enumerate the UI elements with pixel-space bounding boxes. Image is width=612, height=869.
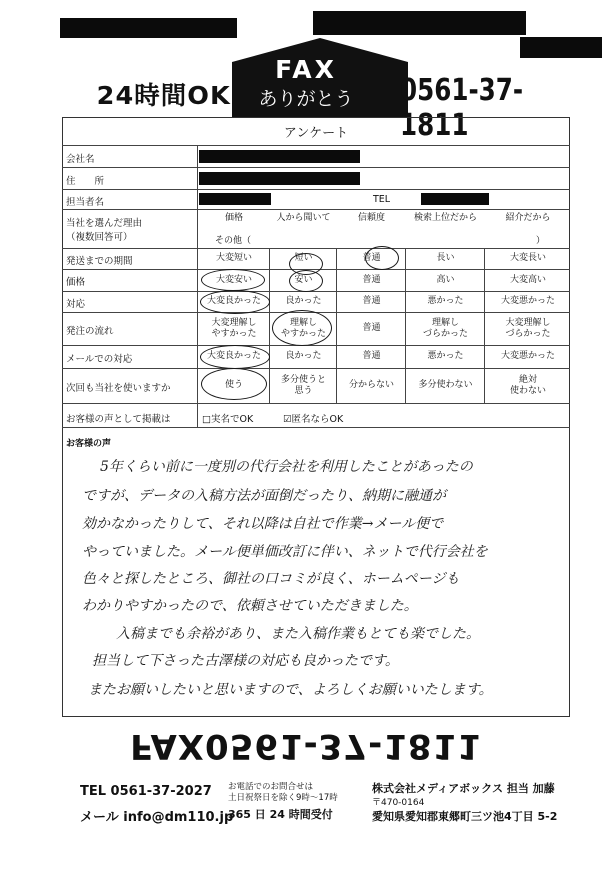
rating-row-label: 発注の流れ: [66, 325, 114, 337]
rating-option: 大変短い: [215, 253, 252, 263]
address-label: 住 所: [66, 176, 105, 187]
rating-option: 大変長い: [509, 253, 546, 263]
rating-option: 理解し やすかった: [280, 317, 326, 339]
handwritten-line: 担当して下さった古澤様の対応も良かったです。: [92, 653, 399, 669]
rating-row-label: 次回も当社を使いますか: [66, 382, 171, 394]
rating-option: 普通: [362, 351, 381, 361]
rating-option: 絶対 使わない: [509, 374, 546, 396]
rating-option: 大変安い: [215, 274, 252, 285]
reason-option: 人から聞いて: [276, 213, 331, 223]
rating-option: 長い: [436, 253, 455, 263]
handwritten-line: わかりやすかったので、依頼させていただきました。: [82, 598, 418, 614]
footer-note2: 土日祝祭日を除く9時～17時: [228, 793, 338, 803]
survey-title: アンケート: [283, 126, 349, 141]
voice-label: お客様の声: [66, 439, 112, 449]
rating-option: 大変悪かった: [500, 296, 555, 306]
footer-address: 愛知県愛知郡東郷町三ツ池4丁目 5-2: [372, 810, 558, 823]
reason-label: 当社を選んだ理由: [66, 218, 143, 229]
footer-mail: メール info@dm110.jp: [80, 810, 234, 825]
rating-option: 悪かった: [427, 296, 464, 306]
selection-circle: [365, 246, 399, 270]
redaction-block: [60, 18, 237, 38]
reason-option: 価格: [224, 213, 243, 223]
header-phone: 0561-37-1811: [400, 73, 524, 143]
footer-tel: TEL 0561-37-2027: [80, 784, 212, 799]
rating-option: 普通: [362, 253, 381, 263]
rating-option: 大変良かった: [206, 296, 261, 306]
selection-circle: [272, 310, 332, 346]
footer-zip: 〒470-0164: [372, 798, 425, 808]
company-redacted: [199, 150, 360, 163]
rating-option: 分からない: [348, 380, 394, 390]
handwritten-line: 効かなかったりして、それ以降は自社で作業→メール便で: [82, 516, 444, 532]
rating-row-label: 価格: [66, 277, 86, 288]
rating-option: 理解し づらかった: [422, 317, 468, 339]
rating-option: 大変悪かった: [500, 351, 555, 361]
handwritten-line: 5年くらい前に一度別の代行会社を利用したことがあったの: [100, 459, 473, 475]
rating-option: 多分使わない: [418, 380, 473, 390]
address-redacted: [199, 172, 360, 185]
footer-note1: お電話でのお問合せは: [228, 782, 314, 792]
header-24h-ok: 24時間OK: [96, 81, 231, 110]
fax-title: FAX: [275, 55, 337, 84]
rating-row-label: 発送までの期間: [66, 255, 133, 267]
selection-circle: [201, 269, 265, 291]
reason-option: 信頼度: [357, 213, 385, 223]
rating-option: 普通: [362, 296, 381, 306]
handwritten-line: 入稿までも余裕があり、また入稿作業もとても楽でした。: [116, 626, 480, 642]
fax-thanks: ありがとう: [258, 88, 354, 110]
rating-option: 普通: [362, 323, 381, 333]
person-redacted: [199, 193, 271, 205]
rating-option: 大変良かった: [206, 351, 261, 361]
footer-company: 株式会社メディアボックス 担当 加藤: [372, 782, 555, 795]
rating-option: 大変高い: [509, 274, 546, 285]
redaction-block: [313, 11, 526, 35]
reason-sublabel: （複数回答可）: [66, 232, 133, 243]
mirrored-fax-number: FAX0561-37-1811: [130, 726, 482, 766]
rating-option: 使う: [224, 380, 243, 390]
reason-option: 紹介だから: [505, 213, 551, 223]
handwritten-line: やっていました。メール便単価改訂に伴い、ネットで代行会社を: [82, 544, 488, 560]
rating-option: 大変理解し やすかった: [211, 317, 257, 339]
rating-option: 高い: [436, 274, 455, 285]
rating-option: 短い: [294, 253, 313, 263]
person-label: 担当者名: [66, 197, 105, 208]
footer-hours: 365 日 24 時間受付: [228, 808, 333, 821]
publish-anonymous: ☑匿名ならOK: [283, 414, 344, 425]
publish-real-name: □実名でOK: [202, 414, 254, 425]
selection-circle: [200, 345, 270, 369]
handwritten-line: 色々と探したところ、御社の口コミが良く、ホームページも: [82, 571, 460, 587]
reason-other: その他（: [215, 236, 252, 246]
rating-option: 多分使うと 思う: [280, 374, 326, 396]
reason-option: 検索上位だから: [413, 213, 477, 223]
rating-row-label: メールでの対応: [66, 353, 133, 365]
rating-option: 普通: [362, 274, 381, 285]
rating-option: 大変理解し づらかった: [505, 317, 551, 339]
tel-redacted: [421, 193, 489, 205]
rating-row-label: 対応: [66, 298, 86, 310]
selection-circle: [289, 270, 323, 292]
reason-other-close: ）: [536, 236, 546, 246]
selection-circle: [201, 368, 267, 400]
handwritten-line: またお願いしたいと思いますので、よろしくお願いいたします。: [88, 682, 493, 698]
company-label: 会社名: [66, 154, 95, 165]
rating-option: 安い: [294, 274, 313, 285]
handwritten-line: ですが、データの入稿方法が面倒だったり、納期に融通が: [82, 488, 446, 504]
publish-label: お客様の声として掲載は: [66, 414, 171, 425]
rating-option: 悪かった: [427, 351, 464, 361]
rating-option: 良かった: [285, 351, 322, 361]
rating-option: 良かった: [285, 296, 322, 306]
selection-circle: [200, 290, 270, 314]
tel-label: TEL: [373, 194, 391, 205]
